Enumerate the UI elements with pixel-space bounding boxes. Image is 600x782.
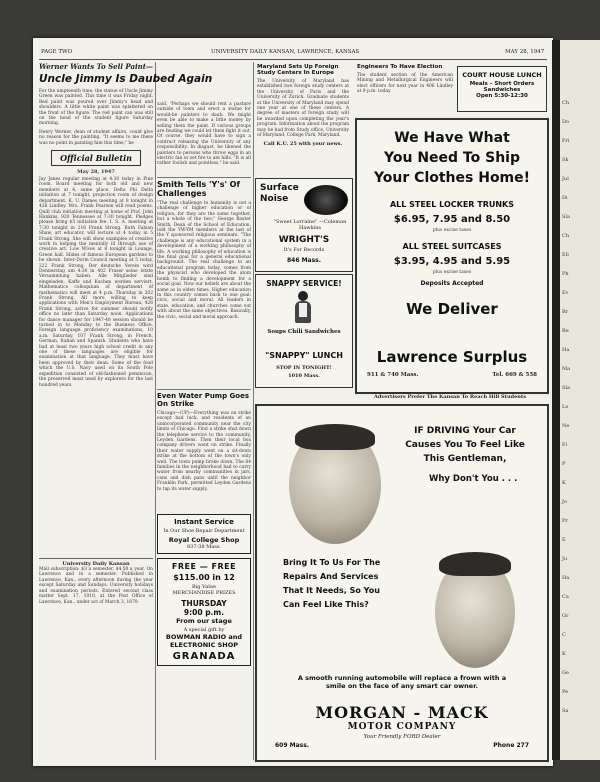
masthead-title: University Daily Kansan (39, 558, 153, 567)
engineers-story: The student section of the American Mining and Metallurgical Engineers will elect officers for next year in 406 Lindley at 9 p.m. today. (357, 73, 453, 95)
story-body: For the umpteenth time, the statue of Uncle Jimmy Green was painted. This time it was Friday night. Red paint was poured over Jimmy's head and shoulders. A little white paint was splattered on the front of the figure. The red paint can was still on the head of the student figure Saturday morning. (39, 89, 153, 127)
adjacent-page-line: Ha (562, 575, 570, 581)
snappy-items: Soups Chili Sandwiches (267, 329, 341, 335)
frowning-man-hair (295, 424, 375, 450)
deposits-line: Deposits Accepted (420, 280, 484, 287)
surplus-line-2: You Need To Ship (384, 150, 520, 166)
story-body: Henry Werner, dean of student affairs, could give no reason for the painting. "It seems to me there was no point in painting him this time," he (39, 129, 153, 146)
newspaper-page (33, 38, 553, 766)
story-kicker: Werner Wants To Sell Paint— (39, 62, 153, 71)
shoe-ad-title: Instant Service (174, 518, 234, 526)
morgan-bring-4: Can Feel Like This? (283, 600, 369, 609)
bulletin-text: Jay Janes regular meeting at 4:30 today in Pine room. Board meeting for both old and new members at 4, same place. Delta Phi Delta initiation at 7 tonight, projection room of design department. K. U. Dames meeting at 8 tonight in 426 Lindley. Mrs. Frank Pearson will read poems. Quill club initiation meeting at home of Prof. John Hankins, 920 Tennessee at 7:30 tonight. Pledges please bring $5 initiation fee. I. S. A. meeting at 7:30 tonight in 216 Frank Strong. Ruth Fabian Shaw, art educator, will lecture at 4 today in 5 Frank Strong. She will show examples of creative work in helping the mentally ill through use of creative art. Low Wives at 8 tonight in Lounge, Green hall. Slides of famous European gardens to be shown. Inter-Dorm Council meeting at 5 today, 222 Frank Strong. Der deutsche Verein wird Donnerstag um 4:30 in 402 Fraser seine letzte Versammlung haben. Alle Mitglieder sind eingeladen. Kaffe und Kuchen werden serviert. Mathematics colloquium of department of mathematics will meet at 4 p.m. Thursday in 202 Frank Strong. All more willing to keep applications with Men's Employment Bureau, 426 Frank Strong, active for summer should notify office no later than Saturday noon. Applications for dance manager for 1947-48 session should be turned in to Monday to the Business Office. Foreign language proficiency examinations, 10 a.m. Saturday, 107 Frank Strong, in French, German, Italian and Spanish. Students who have had at least two years high school credit in any one of these languages are eligible for examination at that language. They must have been approved by their dean. Some of the food which the U.S. Navy used on its South Pole expedition consisted of old-fashioned pemmican, the preserved meat used by explorers for the last hundred years. (39, 177, 153, 388)
morgan-address: 609 Mass. (275, 742, 310, 749)
adjacent-page-line: Sla (562, 214, 571, 220)
adjacent-page-line: K (562, 651, 566, 657)
snappy-title: SNAPPY SERVICE! (266, 279, 342, 288)
free-ad-from: From our stage (176, 617, 232, 625)
adjacent-page-line: Fri (562, 138, 570, 144)
free-ad-time: 9:00 p.m. (183, 608, 225, 617)
adjacent-page-line: Pr (562, 518, 568, 524)
column-2 (157, 102, 251, 762)
adjacent-page-line: Ne (562, 423, 570, 429)
page-label: PAGE TWO (41, 49, 73, 55)
morgan-bring-3: That It Needs, So You (283, 586, 380, 595)
issue-date: MAY 28, 1947 (505, 49, 545, 55)
smith-headline: Smith Tells 'Y's' Of Challenges (157, 177, 251, 198)
courthouse-line-1: Meals – Short Orders (469, 81, 535, 87)
free-ad-theatre: GRANADA (172, 651, 236, 662)
adjacent-page-line: Ev (562, 290, 569, 296)
we-deliver: We Deliver (406, 300, 498, 318)
surplus-address: 911 & 740 Mass. (367, 372, 419, 378)
bulletin-title: Official Bulletin (51, 150, 141, 166)
morgan-company-1: MORGAN - MACK (315, 703, 489, 722)
surface-quote: "Sweet Lorraine" —Coleman Hawkins (273, 219, 347, 231)
surface-title-1: Surface (260, 183, 299, 193)
column-divider (155, 62, 156, 760)
advertisers-line: Advertisers Prefer The Kansan To Reach Hill Students (373, 394, 527, 400)
pump-story: Chicago—(UP)—Everything was on strike except bad luck, and residents of an unincorporated community near the city limits of Chicago. First a strike shut down the telephone service to the community, Leyden Gardens. Then their local bus company drivers went on strike. Finally their water supply went on a sit-down strike at the bottom of the town's only well. The town pump broke down. The 84 families in the neighborhood had to carry water from nearby communities in jars, cans and dish pans until the neighbor Franklin Park, permitted Leyden Gardens to tap its water supply. (157, 411, 251, 492)
adjacent-page-line: Br (562, 309, 569, 315)
adjacent-page-line: Ma (562, 366, 571, 372)
story-headline: Uncle Jimmy Is Daubed Again (39, 73, 213, 85)
trunks-tax: plus excise taxes (432, 228, 472, 233)
surface-title-2: Noise (260, 194, 289, 204)
trunks-title: ALL STEEL LOCKER TRUNKS (389, 200, 515, 209)
adjacent-page-line: Pe (562, 689, 569, 695)
adjacent-page-line: Re (562, 328, 569, 334)
morgan-company-2: MOTOR COMPANY (347, 722, 457, 732)
column-3 (257, 64, 349, 189)
free-ad-day: THURSDAY (181, 599, 227, 608)
morgan-smooth: A smooth running automobile will replace a frown with a smile on the face of any smart car owner. (297, 674, 507, 690)
morgan-line-2: Causes You To Feel Like (405, 440, 525, 450)
adjacent-page-line: Sa (562, 708, 569, 714)
courthouse-title: COURT HOUSE LUNCH (462, 71, 542, 79)
surplus-phone: Tel. 669 & 558 (492, 372, 537, 378)
smith-story: "The real challenge to humanity is not a challenge of higher education or of religion, for they are the same together, but a whole of the two," George Baxter Smith, Dean of the School of Education, told the YW-YM members at the last of the Y sponsored religious seminars. "The challenge is any educational system in a development of a working philosophy of life. A working philosophy of education is the final goal for a general educational background. The real challenge to an educational program today, comes from the physicist who developed the atom bomb to finding a development for a social goal. Now our beliefs are about the same as in olden times. Higher education in this country comes back to one goal: civic, social and moral. All leaders in state, education, and churches come out with about the same objectives. Basically, the civic, social and moral approach. (157, 201, 251, 320)
adjacent-page-line: Sla (562, 385, 571, 391)
waitress-illustration (290, 291, 316, 327)
surplus-line-3: Your Clothes Home! (373, 170, 531, 186)
adjacent-page-line: Ju (562, 556, 568, 562)
wrights-records-ad (255, 178, 353, 272)
free-ad-sub: Big Value (192, 584, 216, 590)
adjacent-page-line: Di (562, 195, 568, 201)
suitcases-prices: $3.95, 4.95 and 5.95 (393, 256, 511, 267)
record-image (304, 185, 348, 215)
courthouse-line-2: Sandwiches (483, 87, 521, 93)
morgan-dealer: Your Friendly FORD Dealer (363, 734, 441, 740)
morgan-line-3: This Gentleman, (423, 454, 507, 464)
lawrence-surplus-ad (355, 118, 549, 394)
trunks-prices: $6.95, 7.95 and 8.50 (393, 214, 511, 225)
smiling-man-hair (439, 552, 511, 576)
adjacent-page-line: Ge (562, 670, 569, 676)
masthead: UNIVERSITY DAILY KANSAN, LAWRENCE, KANSAS (211, 49, 360, 55)
binding-gutter (552, 40, 560, 760)
suitcases-tax: plus excise taxes (432, 270, 472, 275)
morgan-bring-1: Bring It To Us For The (283, 558, 381, 567)
adjacent-page-line: Eli (562, 252, 569, 258)
adjacent-page-line: Lo (562, 404, 569, 410)
adjacent-page-line: C (562, 632, 566, 638)
adjacent-page-line: Fi (562, 442, 568, 448)
shoe-ad-sub: In Our Shoe Repair Department (163, 528, 245, 534)
snappy-tagline: STOP IN TONIGHT! (276, 365, 332, 371)
morgan-phone: Phone 277 (493, 742, 529, 749)
story-continued: said. "Perhaps we should rent a pasture outside of town and erect a statue for would-be painters to daub. We might even be able to make a little money by selling them the paint. If various groups are feuding we could let them fight it out. Of course, they would have to sign a contract releasing the University of any responsibility. In disgust, he likened the painters to persons who throw eggs in an electric fan or set fire to ant hills. "It is all rather foolish and pointless," he said. (157, 102, 251, 167)
adjacent-page-line: Gr (562, 613, 569, 619)
courthouse-line-3: Open 5:30-12:30 (476, 93, 528, 99)
adjacent-page-line: Sk (562, 157, 569, 163)
surplus-store-name: Lawrence Surplus (376, 348, 528, 366)
surface-sub: It's For Records (283, 247, 325, 253)
header-rule (39, 59, 547, 60)
surface-address: 846 Mass. (286, 257, 322, 264)
adjacent-page-line: Jul (562, 176, 569, 182)
snappy-lunch-ad (255, 274, 353, 388)
shoe-repair-ad (157, 514, 251, 554)
morgan-mack-ad (255, 404, 549, 762)
column-4 (357, 64, 453, 124)
granada-ad (157, 558, 251, 666)
call-line: Call K.U. 25 with your news. (263, 141, 343, 148)
adjacent-page-line: Ch (562, 233, 570, 239)
morgan-why: Why Don't You . . . (429, 474, 518, 484)
snappy-name: "SNAPPY" LUNCH (265, 351, 343, 360)
engineers-headline: Engineers To Have Election (357, 64, 443, 70)
shoe-ad-address: 837-38 Mass. (186, 544, 221, 550)
shoe-ad-store: Royal College Shop (168, 536, 240, 544)
adjacent-page-line: Ha (562, 347, 570, 353)
morgan-bring-2: Repairs And Services (283, 572, 379, 581)
courthouse-lunch-ad (457, 66, 547, 112)
pump-headline: Even Water Pump Goes On Strike (157, 389, 251, 408)
maryland-headline: Maryland Sets Up Foreign Study Centers In Europe (257, 64, 339, 76)
free-ad-prizes: MERCHANDISE PRIZES (172, 590, 236, 596)
bulletin-date: May 28, 1947 (77, 169, 115, 176)
adjacent-page-line: K (562, 480, 566, 486)
adjacent-page-line: Jo (562, 499, 568, 505)
column-divider (253, 62, 254, 760)
adjacent-page-edge (560, 40, 600, 760)
morgan-line-1: IF DRIVING Your Car (414, 426, 516, 436)
free-ad-amount: $115.00 in 12 (173, 573, 235, 582)
free-ad-title: FREE — FREE (171, 562, 237, 571)
free-ad-store: BOWMAN RADIO and ELECTRONIC SHOP (165, 633, 243, 649)
adjacent-page-line: E (562, 537, 566, 543)
suitcases-title: ALL STEEL SUITCASES (402, 242, 502, 251)
snappy-address: 1010 Mass. (288, 373, 320, 379)
masthead-text: Mail subscription: $3 a semester, $4.50 a year. On Lawrence and in a semester. Published in Lawrence, Kan., every afternoon during the year except Saturday and Sundays. University holidays and examination periods. Entered second class matter Sept. 17, 1910, at the Post Office of Lawrence, Kan., under act of March 3, 1879. (39, 567, 153, 605)
adjacent-page-line: Ch (562, 100, 570, 106)
surplus-line-1: We Have What (394, 130, 510, 146)
adjacent-page-line: Ph (562, 271, 569, 277)
maryland-story: The University of Maryland has established two foreign study centers at the University of Paris and the University of Zurich. Graduate students at the University of Maryland may spend one year at one of these centers. A degree of masters of foreign study will be awarded upon completing the year's program. Information about the program may be had from Study office, University of Maryland, College Park, Maryland. (257, 79, 349, 139)
surface-store: WRIGHT'S (278, 235, 330, 245)
adjacent-page-line: Do (562, 119, 570, 125)
adjacent-page-line: P (562, 461, 566, 467)
free-ad-gift: A special gift by (183, 627, 225, 633)
adjacent-page-line: Ca (562, 594, 569, 600)
